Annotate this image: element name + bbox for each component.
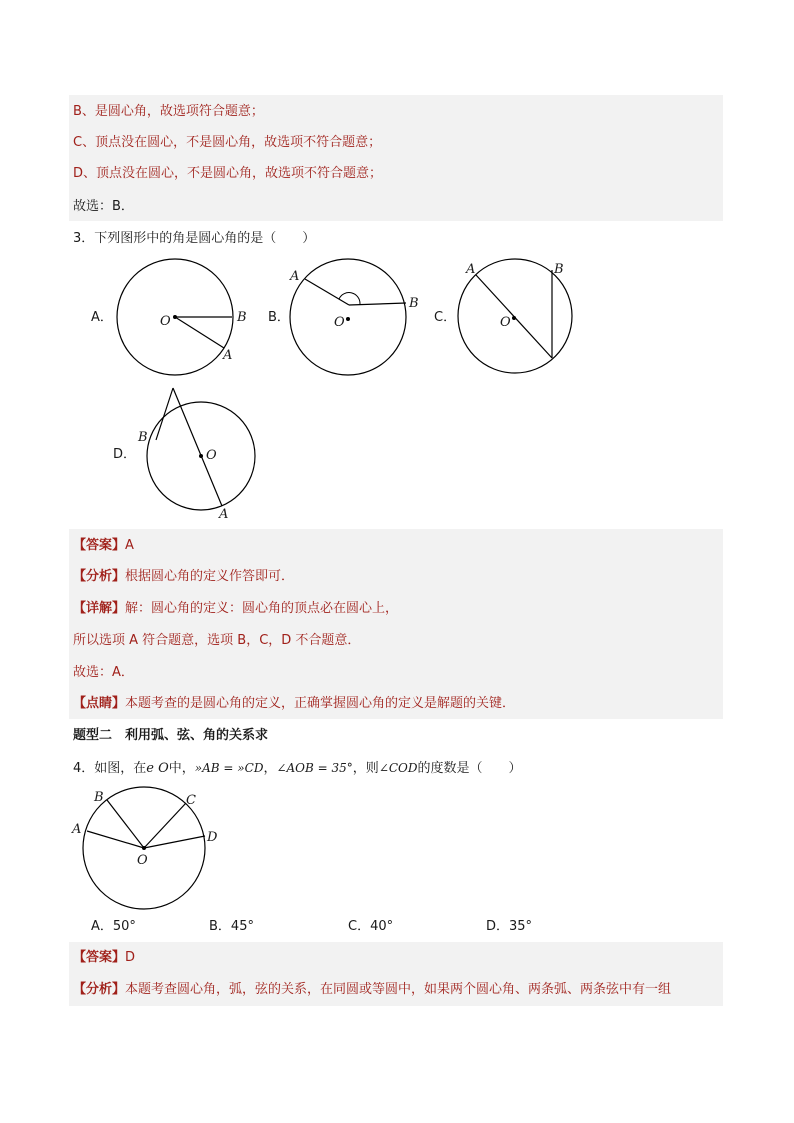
question-3-stem: 3．下列图形中的角是圆心角的是（ ） — [73, 231, 316, 246]
detail-line — [73, 601, 398, 617]
detail-text: 解：圆心角的定义：圆心角的顶点必在圆心上， — [125, 601, 399, 616]
comment-text: 本题考查的是圆心角的定义，正确掌握圆心角的定义是解题的关键． — [125, 696, 516, 711]
option-d-label: D． — [113, 447, 137, 462]
point-a-label: A — [72, 822, 82, 837]
stem-circle-symbol: e O — [146, 761, 169, 776]
point-b-label: B — [94, 790, 104, 805]
point-b-label: B — [554, 262, 564, 277]
point-b-label: B — [237, 310, 247, 325]
solution-choice: 故选：A． — [73, 665, 134, 680]
figure-option-b — [284, 258, 424, 380]
stem-target-angle: ∠COD — [378, 761, 418, 775]
point-c-label: C — [186, 793, 196, 808]
detail-tag: 【详解】 — [73, 601, 126, 616]
analysis-text: 本题考查圆心角，弧，弦的关系，在同圆或等圆中，如果两个圆心角、两条弧、两条弦中有一组 — [125, 982, 672, 997]
figure-option-a — [108, 255, 258, 380]
answer-tag: 【答案】 — [73, 950, 126, 965]
q4-analysis-line — [73, 982, 671, 998]
detail-line-2: 所以选项 A 符合题意，选项 B，C，D 不合题意． — [73, 633, 361, 648]
option-c-label: C． — [434, 310, 457, 325]
point-o-label: O — [160, 314, 171, 329]
analysis-tag: 【分析】 — [73, 569, 126, 584]
answer-tag: 【答案】 — [73, 538, 126, 553]
point-d-label: D — [207, 830, 218, 845]
analysis-text: 根据圆心角的定义作答即可． — [125, 569, 295, 584]
comment-line — [73, 696, 515, 712]
stem-part: 中， — [168, 761, 195, 776]
solution-line-d: D、顶点没在圆心，不是圆心角，故选项不符合题意； — [73, 166, 383, 181]
analysis-tag: 【分析】 — [73, 982, 126, 997]
answer-line — [73, 538, 134, 554]
question-4-stem — [73, 760, 522, 777]
option-b-label: B． — [268, 310, 290, 325]
solution-line-b: B、是圆心角，故选项符合题意； — [73, 104, 264, 119]
q4-option-c: C．40° — [348, 919, 394, 934]
figure-option-d — [133, 384, 263, 524]
point-a-label: A — [219, 507, 229, 522]
stem-part: ，则 — [352, 761, 379, 776]
q4-answer-line — [73, 950, 135, 966]
stem-arcs-formula: »AB = »CD — [194, 761, 264, 775]
answer-value: A — [125, 538, 134, 553]
option-a-label: A． — [91, 310, 113, 325]
stem-part: 的度数是（ ） — [417, 761, 522, 776]
solution-line-c: C、顶点没在圆心，不是圆心角，故选项不符合题意； — [73, 135, 382, 150]
stem-part: ， — [263, 761, 277, 776]
point-o-label: O — [206, 448, 217, 463]
q4-option-a: A．50° — [91, 919, 136, 934]
stem-part: 4．如图，在 — [73, 761, 147, 776]
answer-value: D — [125, 950, 136, 965]
comment-tag: 【点睛】 — [73, 696, 126, 711]
point-o-label: O — [334, 315, 345, 330]
solution-choice: 故选：B． — [73, 199, 134, 214]
figure-question-4 — [68, 786, 228, 910]
point-b-label: B — [138, 430, 148, 445]
point-a-label: A — [223, 348, 233, 363]
point-o-label: O — [500, 315, 511, 330]
stem-angle-formula: ∠AOB = 35° — [276, 761, 353, 775]
solution-block-q3 — [69, 529, 723, 719]
q4-option-b: B．45° — [209, 919, 254, 934]
point-o-label: O — [137, 853, 148, 868]
section-title: 题型二 利用弧、弦、角的关系求 — [73, 728, 269, 743]
figure-option-c — [455, 258, 580, 376]
q4-option-d: D．35° — [486, 919, 533, 934]
point-b-label: B — [409, 296, 419, 311]
point-a-label: A — [466, 262, 476, 277]
analysis-line — [73, 569, 294, 585]
point-a-label: A — [290, 269, 300, 284]
